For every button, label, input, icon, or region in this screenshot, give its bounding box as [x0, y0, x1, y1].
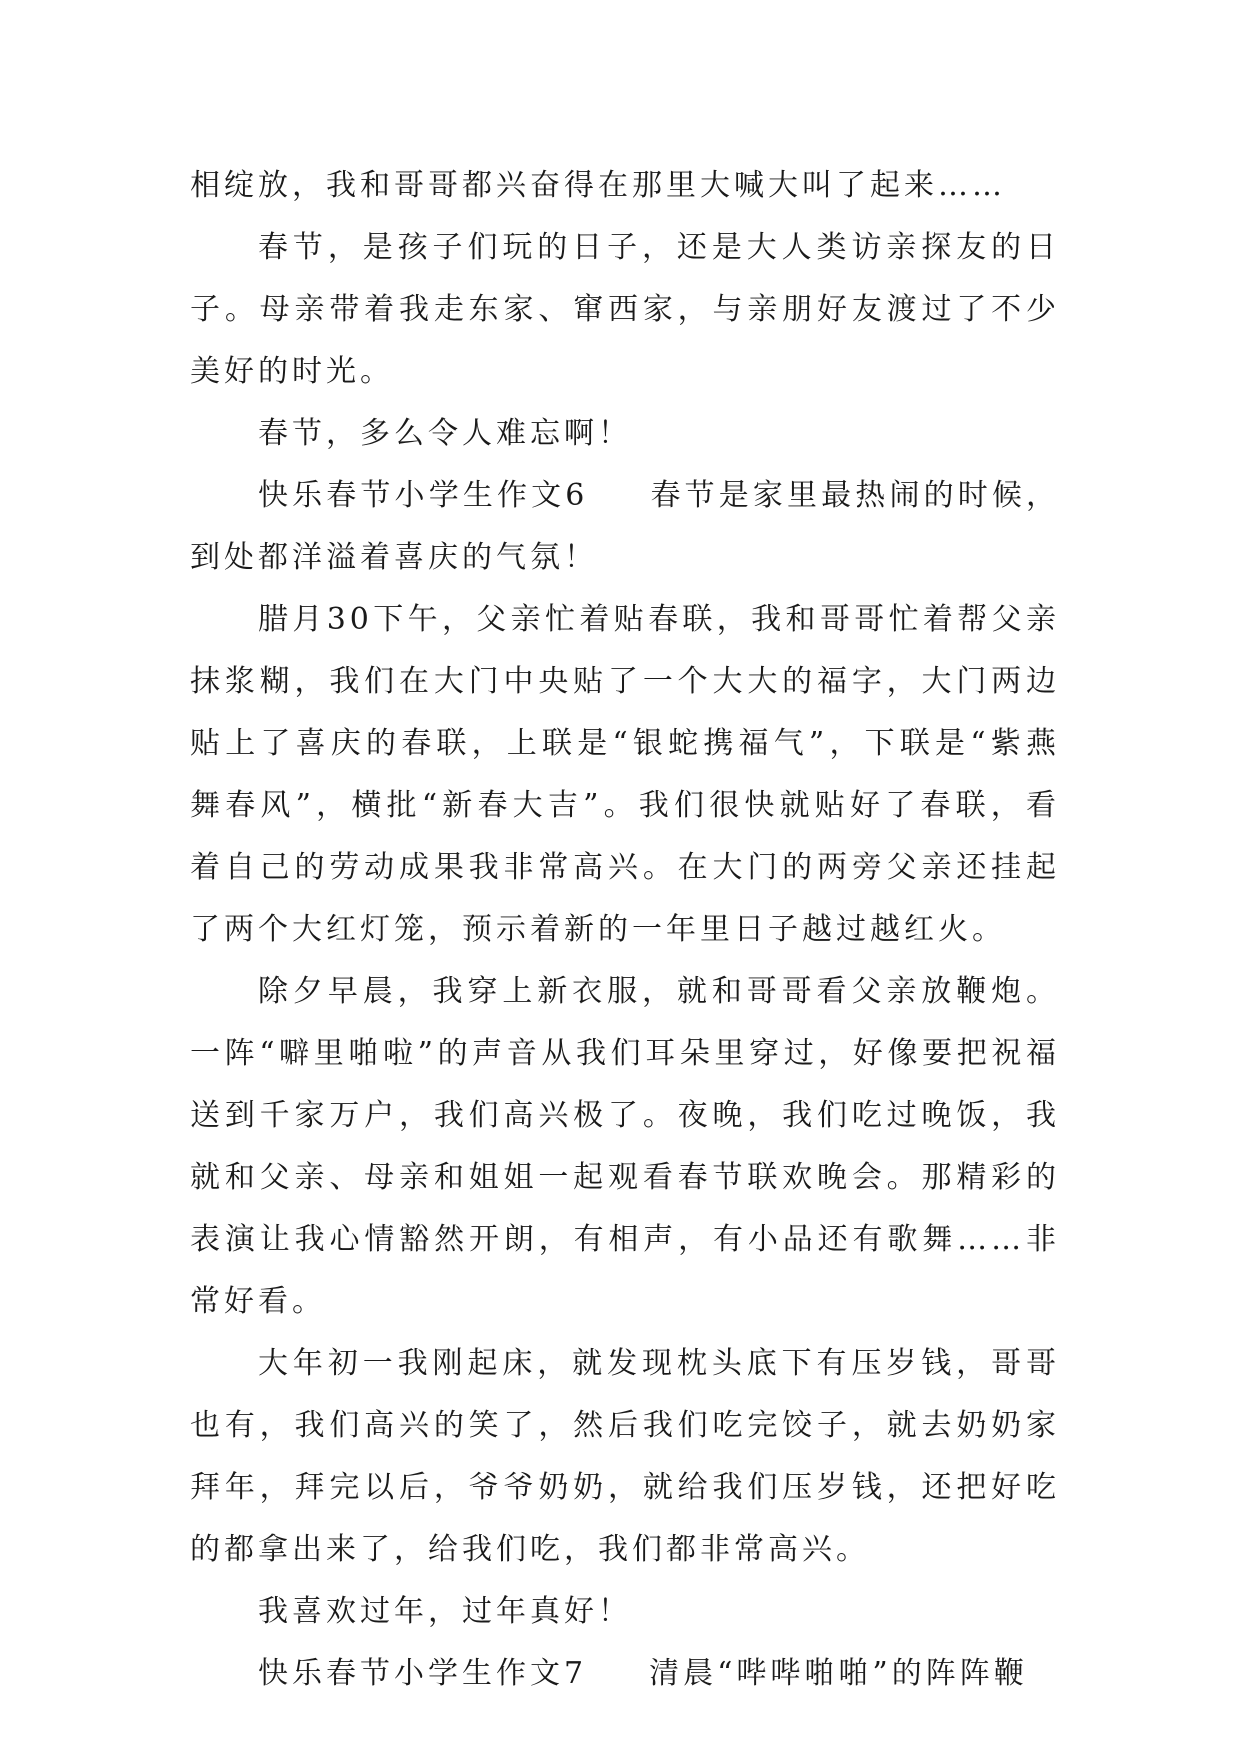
paragraph: 春节，多么令人难忘啊！: [258, 416, 632, 451]
essay-heading-paragraph: [190, 465, 1060, 589]
essay-body: [190, 155, 1060, 1705]
paragraph: 春节，是孩子们玩的日子，还是大人类访亲探友的日子。母亲带着我走东家、窜西家，与亲朋好友渡过了不少美好的时光。: [190, 230, 1060, 389]
paragraph: 腊月30下午，父亲忙着贴春联，我和哥哥忙着帮父亲抹浆糊，我们在大门中央贴了一个大大的福字，大门两边贴上了喜庆的春联，上联是“银蛇携福气”，下联是“紫燕舞春风”，横批“新春大吉”。我们很快就贴好了春联，看着自己的劳动成果我非常高兴。在大门的两旁父亲还挂起了两个大红灯笼，预示着新的一年里日子越过越红火。: [190, 602, 1060, 947]
essay-heading-paragraph: [190, 1643, 1060, 1705]
paragraph: 大年初一我刚起床，就发现枕头底下有压岁钱，哥哥也有，我们高兴的笑了，然后我们吃完饺子，就去奶奶家拜年，拜完以后，爷爷奶奶，就给我们压岁钱，还把好吃的都拿出来了，给我们吃，我们都非常高兴。: [190, 1346, 1060, 1567]
essay-title: 快乐春节小学生作文7: [258, 1656, 588, 1691]
paragraph: 除夕早晨，我穿上新衣服，就和哥哥看父亲放鞭炮。一阵“噼里啪啦”的声音从我们耳朵里穿过，好像要把祝福送到千家万户，我们高兴极了。夜晚，我们吃过晚饭，我就和父亲、母亲和姐姐一起观看春节联欢晚会。那精彩的表演让我心情豁然开朗，有相声，有小品还有歌舞……非常好看。: [190, 974, 1060, 1319]
essay-title: 快乐春节小学生作文6: [258, 478, 589, 513]
paragraph: 相绽放，我和哥哥都兴奋得在那里大喊大叫了起来……: [190, 168, 1006, 203]
essay-first-sentence: 清晨“哔哔啪啪”的阵阵鞭: [649, 1656, 1028, 1691]
essay-first-sentence: 春节是家里最热闹的时候，到处都洋溢着喜庆的气氛！: [190, 478, 1061, 575]
paragraph: 我喜欢过年，过年真好！: [258, 1594, 632, 1629]
